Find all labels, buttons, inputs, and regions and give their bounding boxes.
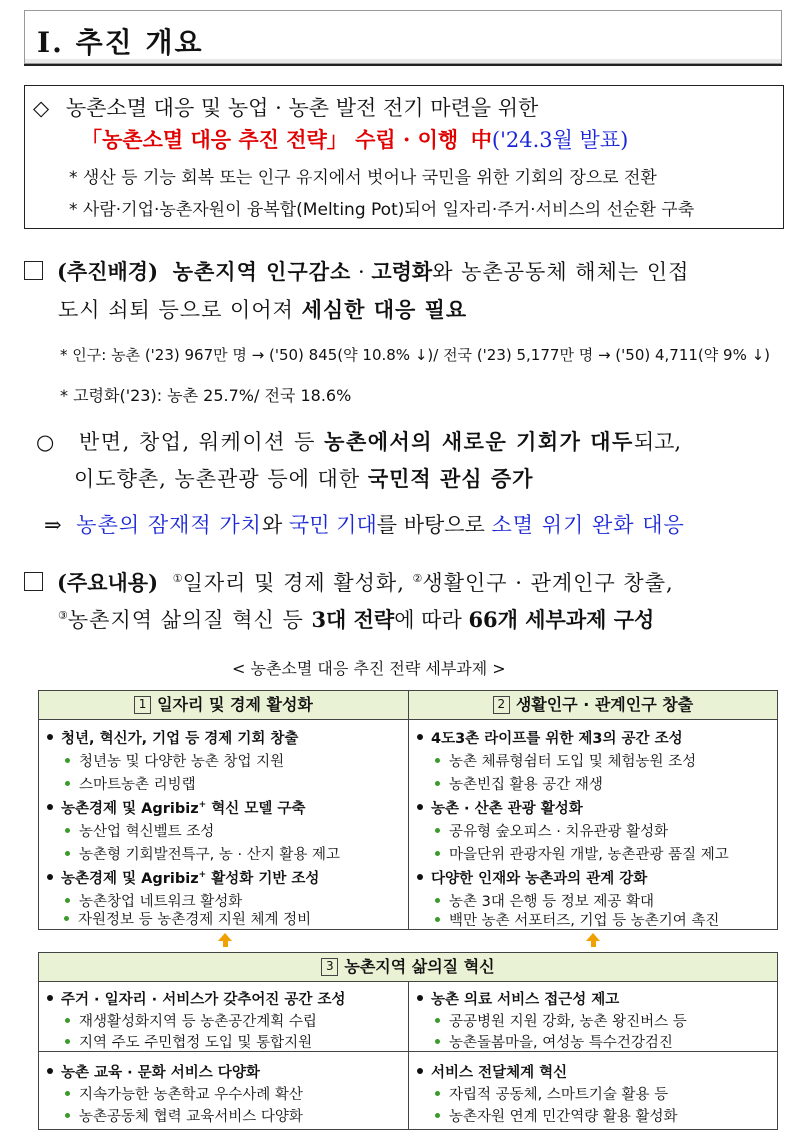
column-1-header: 1 일자리 및 경제 활성화 xyxy=(39,691,408,720)
background-note-population: * 인구: 농촌 ('23) 967만 명 → ('50) 845(약 10.8% ↓)/ 전국 ('23) 5,177만 명 → ('50) 4,711(약 9% ↓) xyxy=(60,346,771,364)
overview-strategy: 「농촌소멸 대응 추진 전략」 수립 · 이행 中('24.3월 발표) xyxy=(81,127,629,152)
opportunity-line1: ○ 반면, 창업, 워케이션 등 농촌에서의 새로운 기회가 대두되고, xyxy=(36,429,682,454)
diamond-icon: ◇ xyxy=(33,96,50,120)
column-3-header: 3 농촌지역 삶의질 혁신 xyxy=(39,953,777,982)
list-item: 공유형 숲오피스 · 치유관광 활성화 xyxy=(435,820,668,841)
list-item: 마을단위 관광자원 개발, 농촌관광 품질 제고 xyxy=(435,843,729,864)
list-item: 농촌창업 네트워크 활성화 xyxy=(65,890,242,911)
group-head: 농촌 교육 · 문화 서비스 다양화 xyxy=(47,1061,260,1082)
list-item: 농촌자원 연계 민간역량 활용 활성화 xyxy=(435,1105,678,1126)
overview-box xyxy=(24,85,784,229)
group-head: 농촌경제 및 Agribiz+ 활성화 기반 조성 xyxy=(47,867,319,888)
square-bullet-icon xyxy=(24,572,43,591)
list-item: 농촌공동체 협력 교육서비스 다양화 xyxy=(65,1105,303,1126)
list-item: 자원정보 등 농촌경제 지원 체계 정비 xyxy=(64,908,311,929)
group-head: 농촌 · 산촌 관광 활성화 xyxy=(417,797,583,818)
title-divider xyxy=(24,64,782,66)
list-item: 백만 농촌 서포터즈, 기업 등 농촌기여 촉진 xyxy=(435,909,719,930)
column-2-header: 2 생활인구 · 관계인구 창출 xyxy=(409,691,777,720)
strategy-table-top xyxy=(38,690,778,930)
content-para-line1: (주요내용) ①일자리 및 경제 활성화, ②생활인구 · 관계인구 창출, xyxy=(24,567,674,597)
list-item: 농촌 3대 은행 등 정보 제공 확대 xyxy=(435,890,654,911)
table-caption: < 농촌소멸 대응 추진 전략 세부과제 > xyxy=(232,659,506,678)
group-head: 서비스 전달체계 혁신 xyxy=(417,1061,567,1082)
content-para-line2: ③농촌지역 삶의질 혁신 등 3대 전략에 따라 66개 세부과제 구성 xyxy=(58,607,655,632)
strategy-column-1 xyxy=(39,691,408,929)
square-bullet-icon xyxy=(24,261,43,280)
overview-note-1: * 생산 등 기능 회복 또는 인구 유지에서 벗어나 국민을 위한 기회의 장으로 전환 xyxy=(69,168,657,188)
background-para-line2: 도시 쇠퇴 등으로 이어져 세심한 대응 필요 xyxy=(58,297,468,322)
group-head: 4도3촌 라이프를 위한 제3의 공간 조성 xyxy=(417,727,683,748)
background-note-aging: * 고령화('23): 농촌 25.7%/ 전국 18.6% xyxy=(60,386,352,405)
up-arrow-icon xyxy=(218,933,232,941)
group-head: 주거 · 일자리 · 서비스가 갖추어진 공간 조성 xyxy=(47,988,345,1009)
list-item: 농촌빈집 활용 공간 재생 xyxy=(435,773,603,794)
group-head: 청년, 혁신가, 기업 등 경제 기회 창출 xyxy=(47,727,298,748)
group-head: 다양한 인재와 농촌과의 관계 강화 xyxy=(417,867,647,888)
strategy-column-2 xyxy=(409,691,777,929)
list-item: 농산업 혁신벨트 조성 xyxy=(65,820,214,841)
background-para-line1: (추진배경) 농촌지역 인구감소 · 고령화와 농촌공동체 해체는 인접 xyxy=(24,256,689,286)
up-arrow-icon xyxy=(586,933,600,941)
implies-arrow-icon: ⇒ xyxy=(44,513,62,537)
opportunity-line2: 이도향촌, 농촌관광 등에 대한 국민적 관심 증가 xyxy=(74,466,534,491)
list-item: 공공병원 지원 강화, 농촌 왕진버스 등 xyxy=(435,1010,687,1031)
list-item: 농촌형 기회발전특구, 농 · 산지 활용 제고 xyxy=(65,843,340,864)
list-item: 자립적 공동체, 스마트기술 활용 등 xyxy=(435,1083,668,1104)
conclusion-line: ⇒ 농촌의 잠재적 가치와 국민 기대를 바탕으로 소멸 위기 완화 대응 xyxy=(44,513,685,537)
group-head: 농촌 의료 서비스 접근성 제고 xyxy=(417,988,619,1009)
list-item: 스마트농촌 리빙랩 xyxy=(65,773,196,794)
list-item: 지속가능한 농촌학교 우수사례 확산 xyxy=(65,1083,303,1104)
section-title: Ⅰ. 추진 개요 xyxy=(37,26,204,59)
section-title-bar xyxy=(24,10,782,64)
list-item: 재생활성화지역 등 농촌공간계획 수립 xyxy=(65,1010,317,1031)
circle-bullet-icon: ○ xyxy=(36,430,55,454)
overview-note-2: * 사람·기업·농촌자원이 융복합(Melting Pot)되어 일자리·주거·서비스의 선순환 구축 xyxy=(69,200,695,220)
list-item: 지역 주도 주민협정 도입 및 통합지원 xyxy=(65,1031,312,1052)
overview-line1: ◇ 농촌소멸 대응 및 농업 · 농촌 발전 전기 마련을 위한 xyxy=(33,96,539,120)
list-item: 농촌돌봄마을, 여성농 특수건강검진 xyxy=(435,1031,673,1052)
list-item: 농촌 체류형쉼터 도입 및 체험농원 조성 xyxy=(435,750,696,771)
strategy-table-bottom xyxy=(38,952,778,1130)
group-head: 농촌경제 및 Agribiz+ 혁신 모델 구축 xyxy=(47,797,305,818)
list-item: 청년농 및 다양한 농촌 창업 지원 xyxy=(65,750,284,771)
